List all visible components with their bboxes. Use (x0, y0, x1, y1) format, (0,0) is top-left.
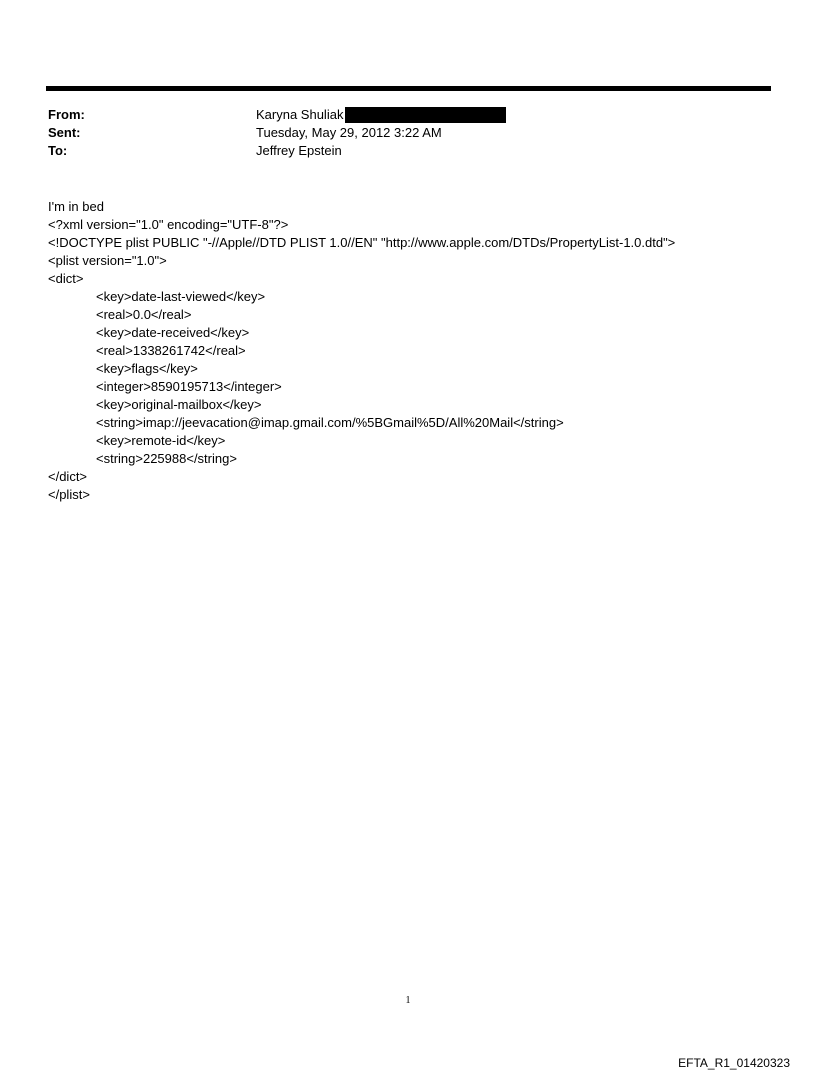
body-line: <string>imap://jeevacation@imap.gmail.com/%5BGmail%5D/All%20Mail</string> (96, 415, 564, 430)
body-line: <real>1338261742</real> (96, 343, 246, 358)
email-body (48, 198, 788, 504)
body-line: <key>remote-id</key> (96, 433, 226, 448)
sent-label: Sent: (48, 125, 81, 140)
body-line: <key>original-mailbox</key> (96, 397, 262, 412)
body-line: <key>flags</key> (96, 361, 198, 376)
redaction-block (345, 107, 506, 123)
email-header (48, 106, 748, 160)
to-value: Jeffrey Epstein (256, 143, 342, 158)
body-line: </dict> (48, 469, 88, 484)
to-label: To: (48, 143, 68, 158)
body-line: <real>0.0</real> (96, 307, 192, 322)
header-rule (46, 86, 771, 91)
from-value-wrapper (256, 106, 506, 124)
body-line: <key>date-last-viewed</key> (96, 289, 266, 304)
body-line: <dict> (48, 271, 84, 286)
document-id: EFTA_R1_01420323 (678, 1056, 790, 1070)
from-label: From: (48, 107, 85, 122)
to-row (48, 142, 748, 160)
body-line: I'm in bed (48, 199, 104, 214)
body-line: <key>date-received</key> (96, 325, 250, 340)
sent-value: Tuesday, May 29, 2012 3:22 AM (256, 125, 442, 140)
from-row (48, 106, 748, 124)
from-value: Karyna Shuliak (256, 107, 344, 122)
body-line: <?xml version="1.0" encoding="UTF-8"?> (48, 217, 289, 232)
body-line: <plist version="1.0"> (48, 253, 167, 268)
sent-row (48, 124, 748, 142)
body-line: <!DOCTYPE plist PUBLIC "-//Apple//DTD PLIST 1.0//EN" "http://www.apple.com/DTDs/PropertyList-1.0.dtd"> (48, 235, 676, 250)
body-line: <integer>8590195713</integer> (96, 379, 282, 394)
page-number: 1 (405, 995, 411, 1006)
body-line: <string>225988</string> (96, 451, 237, 466)
body-line: </plist> (48, 487, 90, 502)
